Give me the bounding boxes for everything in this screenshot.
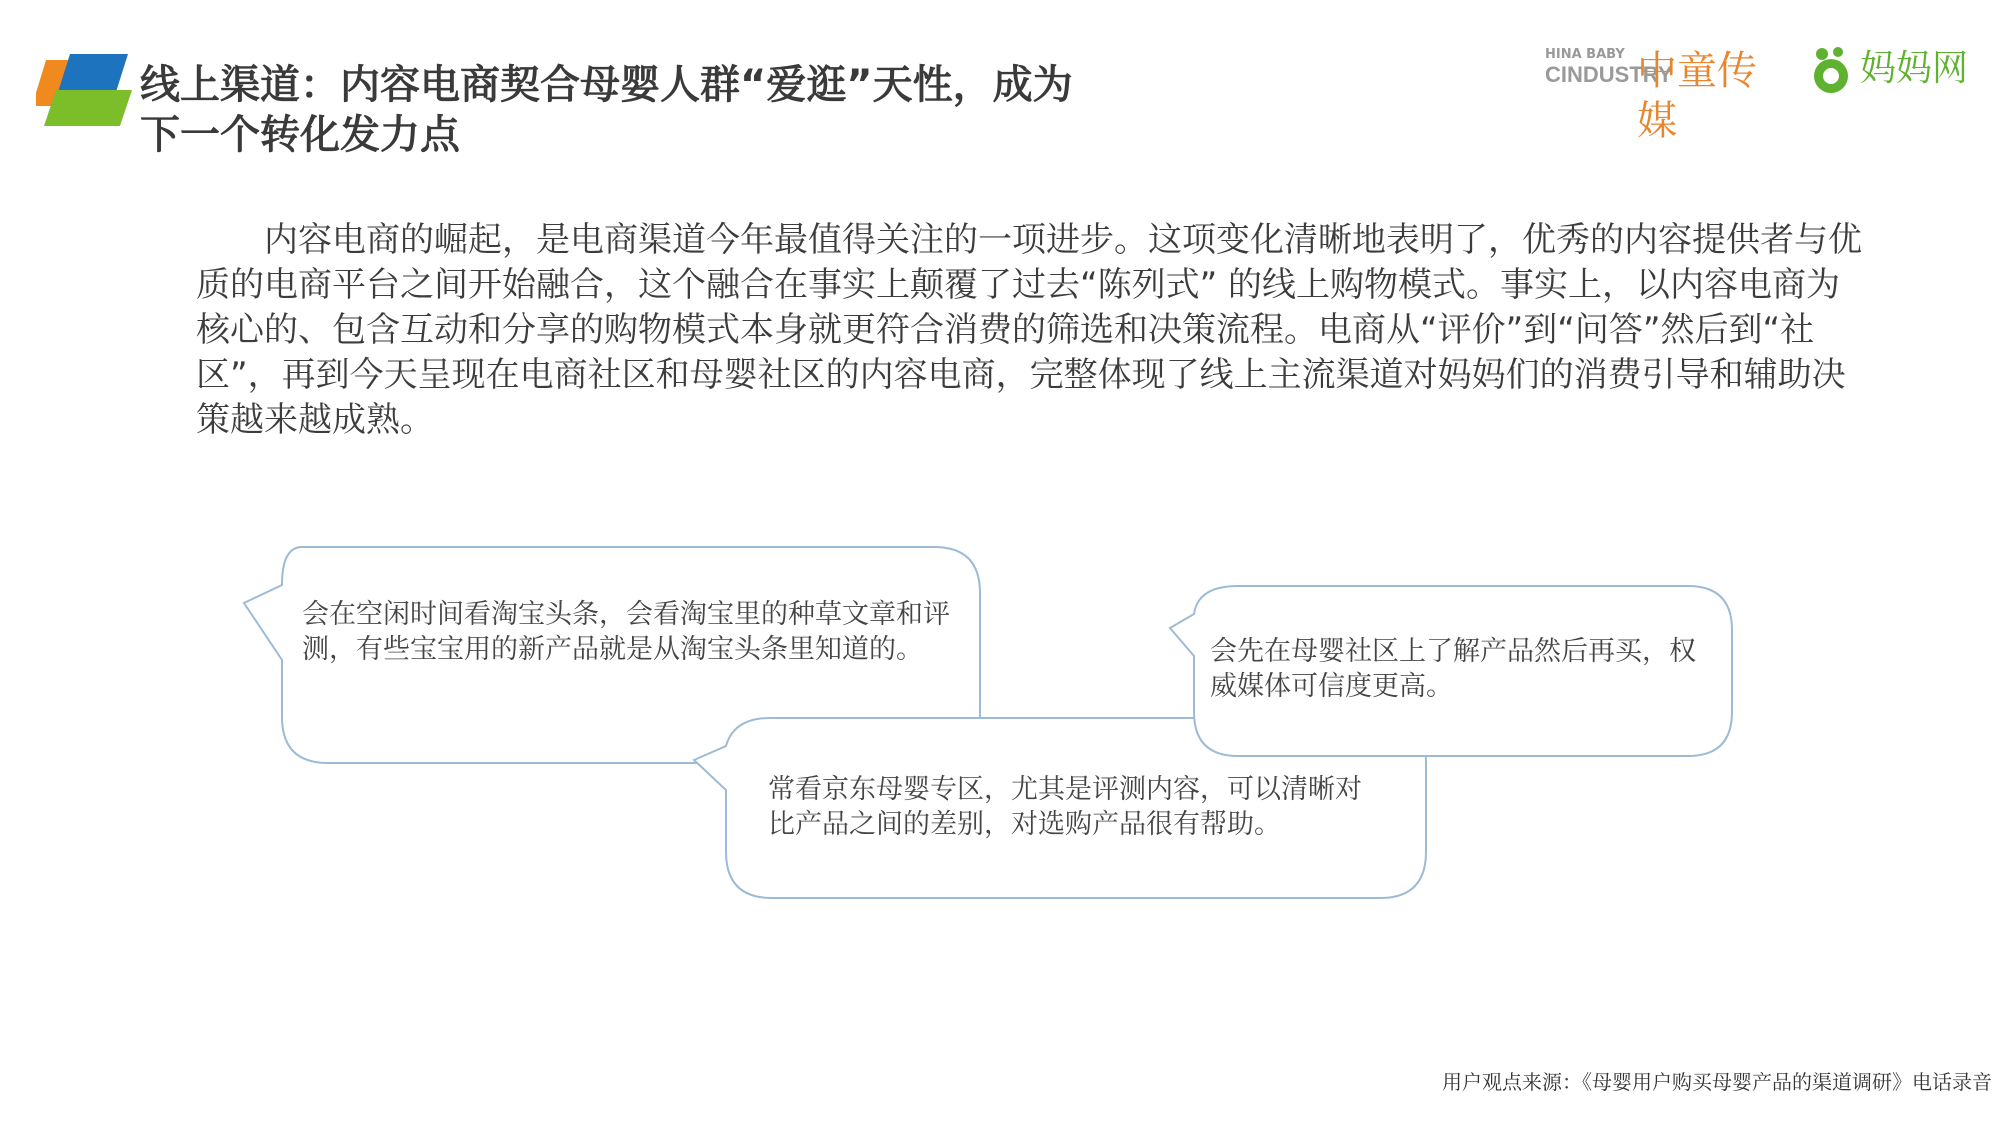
- brand-logo-zhongtong-en: CINDUSTRY: [1545, 62, 1673, 87]
- quote-bubble-3-text: 常看京东母婴专区，尤其是评测内容，可以清晰对比产品之间的差别，对选购产品很有帮助。: [768, 774, 1362, 840]
- page-title-line2: 下一个转化发力点: [140, 112, 460, 158]
- brand-logo-mamawang: [1808, 40, 1978, 96]
- quote-bubble-2-text: 会先在母婴社区上了解产品然后再买，权威媒体可信度更高。: [1210, 636, 1696, 702]
- mamawang-icon: [1808, 46, 1854, 94]
- brand-logo-mamawang-cn: 妈妈网: [1860, 48, 1969, 89]
- source-note: 用户观点来源：《母婴用户购买母婴产品的渠道调研》电话录音: [1442, 1070, 1992, 1094]
- page-title-line1: 线上渠道：内容电商契合母婴人群“爱逛”天性，成为: [140, 62, 1073, 108]
- logo-blue-block: [58, 54, 128, 92]
- section-logo-mark: [36, 52, 136, 128]
- quote-bubble-1-text: 会在空闲时间看淘宝头条，会看淘宝里的种草文章和评测，有些宝宝用的新产品就是从淘宝头条里知道的。: [302, 599, 950, 665]
- brand-logo-zhongtong-cn: 中童传媒: [1637, 48, 1757, 144]
- brand-logo-zhongtong: [1545, 44, 1795, 144]
- body-paragraph-text: 内容电商的崛起，是电商渠道今年最值得关注的一项进步。这项变化清晰地表明了，优秀的内容提供者与优质的电商平台之间开始融合，这个融合在事实上颠覆了过去“陈列式” 的线上购物模式。事实上，以内容电商为核心的、包含互动和分享的购物模式本身就更符合消费的筛选和决策流程。电商从“评价”到“问答”然后到“社区”，再到今天呈现在电商社区和母婴社区的内容电商，完整体现了线上主流渠道对妈妈们的消费引导和辅助决策越来越成熟。: [196, 220, 1862, 440]
- quote-bubble-2: [1170, 584, 1734, 758]
- body-paragraph: [196, 218, 1866, 443]
- logo-green-block: [44, 90, 132, 126]
- brand-logo-zhongtong-en-top: HINA BABY: [1545, 47, 1625, 62]
- page-title: [140, 60, 1240, 160]
